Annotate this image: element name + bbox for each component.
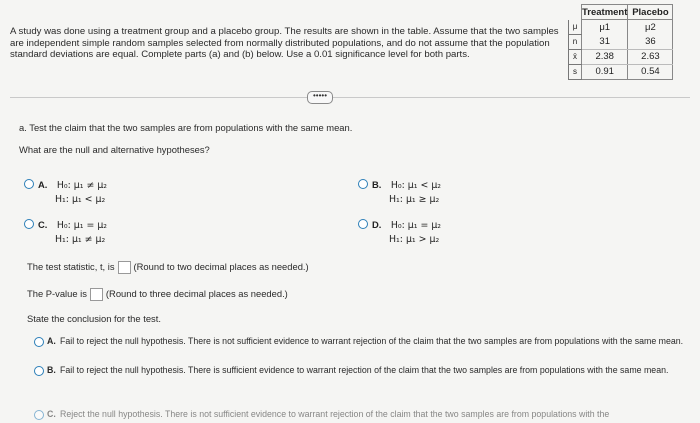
cell: 0.54 <box>628 64 673 79</box>
radio-a[interactable] <box>24 179 34 189</box>
cell: 31 <box>582 34 628 49</box>
cell: 2.63 <box>628 49 673 64</box>
conclusion-option-c[interactable] <box>34 409 684 423</box>
header-treatment: Treatment <box>582 6 628 18</box>
option-letter: A. <box>38 179 48 190</box>
conclusion-text: Fail to reject the null hypothesis. There is not sufficient evidence to warrant rejection of the claim that the two samples are from populations with the same mean. <box>60 336 684 346</box>
option-letter: C. <box>38 219 48 230</box>
option-letter: B. <box>47 365 56 375</box>
conclusion-text: Reject the null hypothesis. There is not sufficient evidence to warrant rejection of the claim that the two samples are from populations with the <box>60 409 610 419</box>
pvalue-prefix: The P-value is <box>27 288 87 299</box>
test-stat-hint: (Round to two decimal places as needed.) <box>133 261 309 272</box>
radio-conclusion-b[interactable] <box>34 366 44 376</box>
test-stat-prefix: The test statistic, t, is <box>27 261 115 272</box>
part-a-title: a. Test the claim that the two samples are from populations with the same mean. <box>19 122 353 133</box>
row-label-n: n <box>569 34 582 49</box>
test-statistic-input[interactable] <box>118 261 131 274</box>
option-d[interactable] <box>358 215 441 246</box>
cell: μ1 <box>582 20 628 35</box>
option-letter: B. <box>372 179 382 190</box>
option-letter: C. <box>47 409 56 419</box>
radio-b[interactable] <box>358 179 368 189</box>
radio-d[interactable] <box>358 219 368 229</box>
conclusion-prompt: State the conclusion for the test. <box>27 313 161 324</box>
cell: 36 <box>628 34 673 49</box>
hypotheses-question: What are the null and alternative hypotheses? <box>19 144 210 155</box>
cell: 2.38 <box>582 49 628 64</box>
cell: μ2 <box>628 20 673 35</box>
h0-text: H₀: μ₁ = μ₂ <box>390 220 442 231</box>
option-a[interactable] <box>24 175 107 206</box>
test-statistic-row <box>27 261 309 274</box>
row-label-mu: μ <box>569 20 582 35</box>
h1-text: H₁: μ₁ > μ₂ <box>389 234 440 245</box>
conclusion-option-a[interactable] <box>34 336 684 347</box>
h0-text: H₀: μ₁ < μ₂ <box>390 180 442 191</box>
row-label-xbar: x̄ <box>569 49 582 64</box>
conclusion-option-b[interactable] <box>34 365 684 376</box>
option-c[interactable] <box>24 215 107 246</box>
h1-text: H₁: μ₁ ≥ μ₂ <box>389 194 440 205</box>
header-placebo: Placebo <box>628 5 673 20</box>
data-table <box>568 4 673 80</box>
conclusion-text: Fail to reject the null hypothesis. There is sufficient evidence to warrant rejection of the claim that the two samples are from populations with the same mean. <box>60 365 669 375</box>
h1-text: H₁: μ₁ < μ₂ <box>55 194 106 205</box>
row-label-s: s <box>569 64 582 79</box>
pvalue-row <box>27 288 288 301</box>
h0-text: H₀: μ₁ = μ₂ <box>56 220 108 231</box>
radio-conclusion-a[interactable] <box>34 337 44 347</box>
option-letter: D. <box>372 219 382 230</box>
radio-conclusion-c[interactable] <box>34 410 44 420</box>
h0-text: H₀: μ₁ ≠ μ₂ <box>56 180 108 191</box>
option-letter: A. <box>47 336 56 346</box>
cell: 0.91 <box>582 64 628 79</box>
radio-c[interactable] <box>24 219 34 229</box>
h1-text: H₁: μ₁ ≠ μ₂ <box>55 234 106 245</box>
expand-button[interactable]: ••••• <box>307 91 333 104</box>
pvalue-hint: (Round to three decimal places as needed.) <box>105 288 288 299</box>
option-b[interactable] <box>358 175 441 206</box>
pvalue-input[interactable] <box>90 288 103 301</box>
divider <box>10 97 690 98</box>
problem-statement: A study was done using a treatment group and a placebo group. The results are shown in the table. Assume that the two samples are independent simple random samples selected from normally distributed populations, and do not assume that the population standard deviations are equal. Complete parts (a) and (b) below. Use a 0.01 significance level for both parts. <box>10 26 559 61</box>
